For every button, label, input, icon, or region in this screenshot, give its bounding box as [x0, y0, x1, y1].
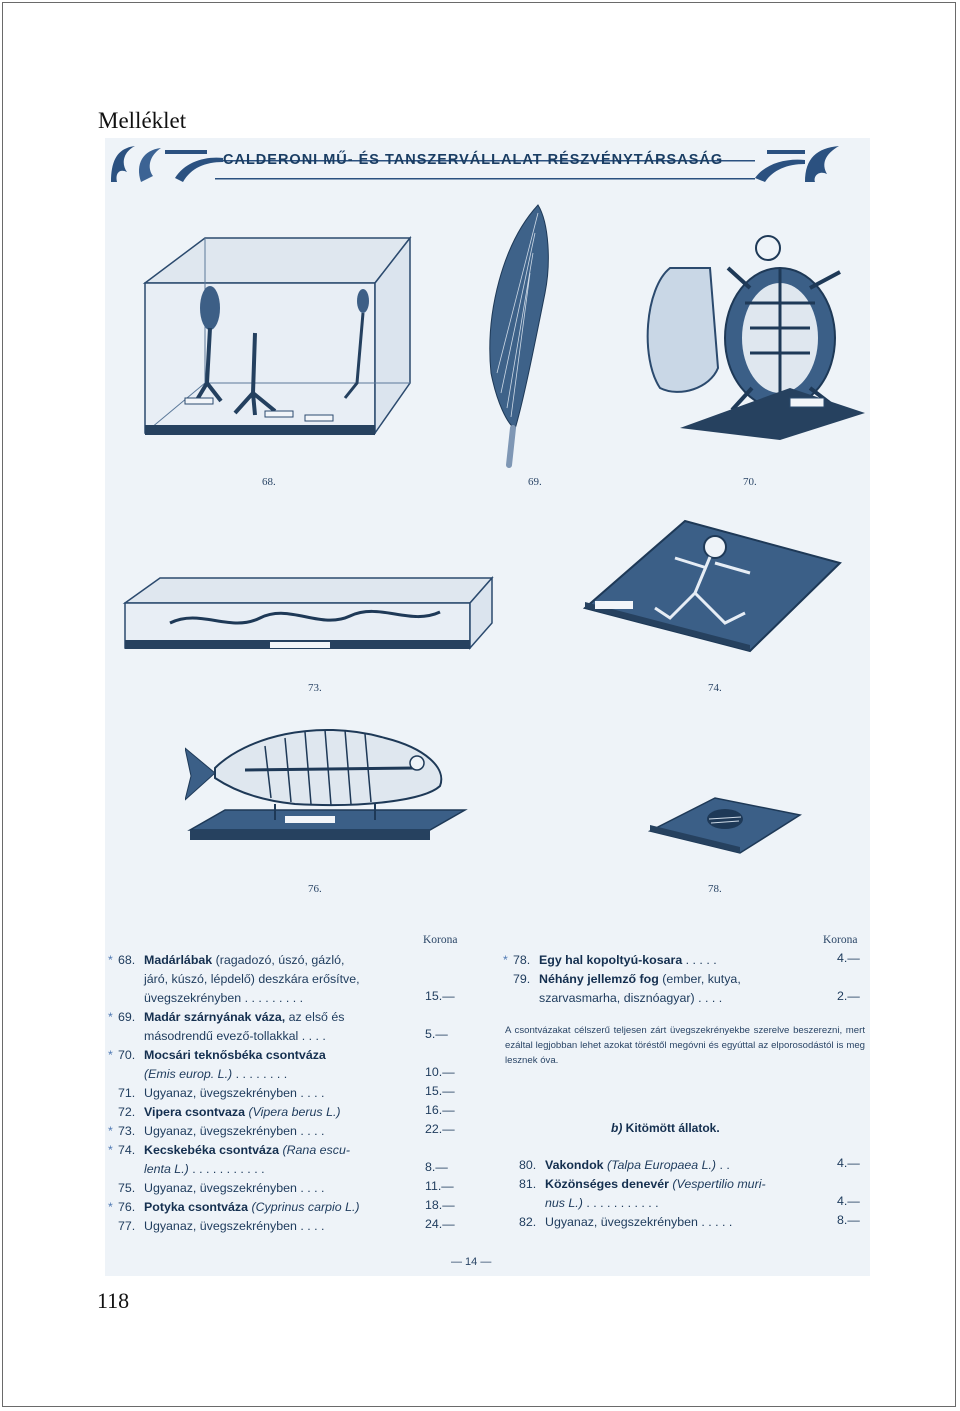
- entry-latin-name: nus L.): [545, 1196, 583, 1210]
- entry-star: *: [108, 1010, 113, 1024]
- page-number: 118: [97, 1288, 130, 1313]
- left-entry: [108, 1160, 265, 1179]
- left-price: 8.—: [425, 1160, 448, 1174]
- entry-title: Vakondok: [545, 1158, 604, 1172]
- entry-text: Ugyanaz, üvegszekrényben . . . . .: [545, 1215, 733, 1229]
- entry-leader: . . . . . . . .: [232, 1067, 288, 1081]
- right-price: 4.—: [837, 951, 860, 965]
- left-entry: [108, 1179, 324, 1198]
- entry-number: 73.: [118, 1124, 136, 1138]
- entry-latin-name: (Vipera berus L.): [248, 1105, 341, 1119]
- right-entry: [503, 951, 717, 970]
- entry-number: 81.: [519, 1177, 537, 1191]
- entry-number: 79.: [513, 972, 531, 986]
- left-entry: [108, 989, 303, 1008]
- entry-text: . . . . .: [682, 953, 717, 967]
- entry-title: Madárlábak: [144, 953, 213, 967]
- left-entry: [108, 1027, 326, 1046]
- left-entry: [108, 1084, 324, 1103]
- section-price: 4.—: [837, 1156, 860, 1170]
- gill-basket-illustration: [645, 793, 805, 858]
- entry-title: Mocsári teknősbéka csontváza: [144, 1048, 326, 1062]
- entry-number: 78.: [513, 953, 531, 967]
- entry-title: Néhány jellemző fog: [539, 972, 659, 986]
- entry-number: 80.: [519, 1158, 537, 1172]
- section-entry: [509, 1156, 730, 1175]
- figure-label-76: 76.: [308, 883, 322, 895]
- entry-star: *: [108, 953, 113, 967]
- right-price: 2.—: [837, 989, 860, 1003]
- section-entry: [509, 1194, 659, 1213]
- left-price: 5.—: [425, 1027, 448, 1041]
- currency-header-left: Korona: [423, 934, 458, 946]
- left-entry: [108, 1103, 341, 1122]
- catalog-banner-title: CALDERONI MŰ- ÉS TANSZERVÁLLALAT RÉSZVÉNYTÁRSASÁG: [223, 152, 724, 168]
- left-entry: [108, 970, 360, 989]
- entry-title: Vipera csontvaza: [144, 1105, 246, 1119]
- entry-leader: . . . . . . . . . . .: [582, 1196, 659, 1210]
- entry-text: (ragadozó, úszó, gázló,: [212, 953, 345, 967]
- left-entry: [108, 1141, 350, 1160]
- entry-latin-name: lenta L.): [144, 1162, 189, 1176]
- entry-number: 74.: [118, 1143, 136, 1157]
- right-entry: [503, 989, 722, 1008]
- figure-label-69: 69.: [528, 476, 542, 488]
- figure-label-68: 68.: [262, 476, 276, 488]
- entry-text: Ugyanaz, üvegszekrényben . . . .: [144, 1124, 325, 1138]
- currency-header-right: Korona: [823, 934, 858, 946]
- left-price: 22.—: [425, 1122, 455, 1136]
- entry-number: 77.: [118, 1219, 136, 1233]
- entry-title: Közönséges denevér: [545, 1177, 669, 1191]
- entry-star: *: [108, 1124, 113, 1138]
- left-entry: [108, 951, 344, 970]
- left-price: 15.—: [425, 989, 455, 1003]
- left-price: 16.—: [425, 1103, 455, 1117]
- left-entry: [108, 1198, 360, 1217]
- entry-number: 75.: [118, 1181, 136, 1195]
- entry-star: *: [108, 1200, 113, 1214]
- entry-text: Ugyanaz, üvegszekrényben . . . .: [144, 1219, 325, 1233]
- entry-title: Egy hal kopoltyú-kosara: [539, 953, 683, 967]
- entry-title: Kecskebéka csontváza: [144, 1143, 280, 1157]
- entry-number: 76.: [118, 1200, 136, 1214]
- page-heading: Melléklet: [98, 108, 187, 133]
- left-price: 11.—: [425, 1179, 454, 1193]
- left-entry: [108, 1122, 324, 1141]
- catalog-scan: [105, 138, 870, 1276]
- section-title: [611, 1121, 720, 1135]
- section-price: 4.—: [837, 1194, 860, 1208]
- entry-number: 70.: [118, 1048, 136, 1062]
- left-price: 24.—: [425, 1217, 455, 1231]
- left-price: 18.—: [425, 1198, 455, 1212]
- section-entry: [509, 1213, 732, 1232]
- entry-number: 82.: [519, 1215, 537, 1229]
- entry-number: 68.: [118, 953, 136, 967]
- entry-star: *: [108, 1143, 113, 1157]
- figure-label-73: 73.: [308, 682, 322, 694]
- left-entry: [108, 1046, 326, 1065]
- entry-text: az első és: [285, 1010, 345, 1024]
- entry-star: *: [108, 1048, 113, 1062]
- right-entry: [503, 970, 741, 989]
- frog-skeleton-board-illustration: [575, 513, 845, 653]
- entry-text: Ugyanaz, üvegszekrényben . . . .: [144, 1181, 325, 1195]
- entry-text: üvegszekrényben . . . . . . . . .: [144, 991, 304, 1005]
- section-title-text: Kitömött állatok.: [625, 1121, 720, 1135]
- bird-wing-illustration: [483, 203, 558, 473]
- entry-title: Madár szárnyának váza,: [144, 1010, 286, 1024]
- entry-text: (ember, kutya,: [658, 972, 741, 986]
- entry-latin-name: (Talpa Europaea L.): [606, 1158, 717, 1172]
- left-price: 10.—: [425, 1065, 455, 1079]
- storage-note: A csontvázakat célszerű teljesen zárt üvegszekrényekbe szerelve beszerezni, mert ezáltal legjobban lehet azokat töréstől megóvni és egyúttal az elporosodástól is meg lesznek óva.: [505, 1025, 865, 1066]
- entry-latin-name: (Rana escu-: [282, 1143, 350, 1157]
- left-entry: [108, 1008, 344, 1027]
- entry-title: Potyka csontváza: [144, 1200, 248, 1214]
- entry-text: szarvasmarha, disznóagyar) . . . .: [539, 991, 723, 1005]
- entry-text: Ugyanaz, üvegszekrényben . . . .: [144, 1086, 325, 1100]
- entry-number: 69.: [118, 1010, 136, 1024]
- turtle-skeleton-illustration: [640, 228, 865, 443]
- section-title-prefix: b): [611, 1121, 623, 1135]
- entry-number: 72.: [118, 1105, 136, 1119]
- entry-star: *: [503, 953, 508, 967]
- entry-number: 71.: [118, 1086, 136, 1100]
- snake-skeleton-case-illustration: [120, 568, 495, 653]
- figure-label-70: 70.: [743, 476, 757, 488]
- section-entry: [509, 1175, 766, 1194]
- entry-latin-name: (Emis europ. L.): [144, 1067, 233, 1081]
- entry-latin-name: (Cyprinus carpio L.): [251, 1200, 360, 1214]
- entry-leader: . . . . . . . . . . .: [188, 1162, 265, 1176]
- figure-label-78: 78.: [708, 883, 722, 895]
- section-price: 8.—: [837, 1213, 860, 1227]
- figure-label-74: 74.: [708, 682, 722, 694]
- entry-latin-name: (Vespertilio muri-: [672, 1177, 766, 1191]
- carp-skeleton-illustration: [185, 708, 475, 853]
- entry-text: másodrendű evező-tollakkal . . . .: [144, 1029, 326, 1043]
- entry-leader: . .: [716, 1158, 730, 1172]
- left-entry: [108, 1217, 324, 1236]
- bird-feet-case-illustration: [135, 233, 415, 443]
- entry-text: járó, kúszó, lépdelő) deszkára erősítve,: [144, 972, 360, 986]
- catalog-page-number: — 14 —: [451, 1256, 492, 1268]
- left-entry: [108, 1065, 287, 1084]
- left-price: 15.—: [425, 1084, 455, 1098]
